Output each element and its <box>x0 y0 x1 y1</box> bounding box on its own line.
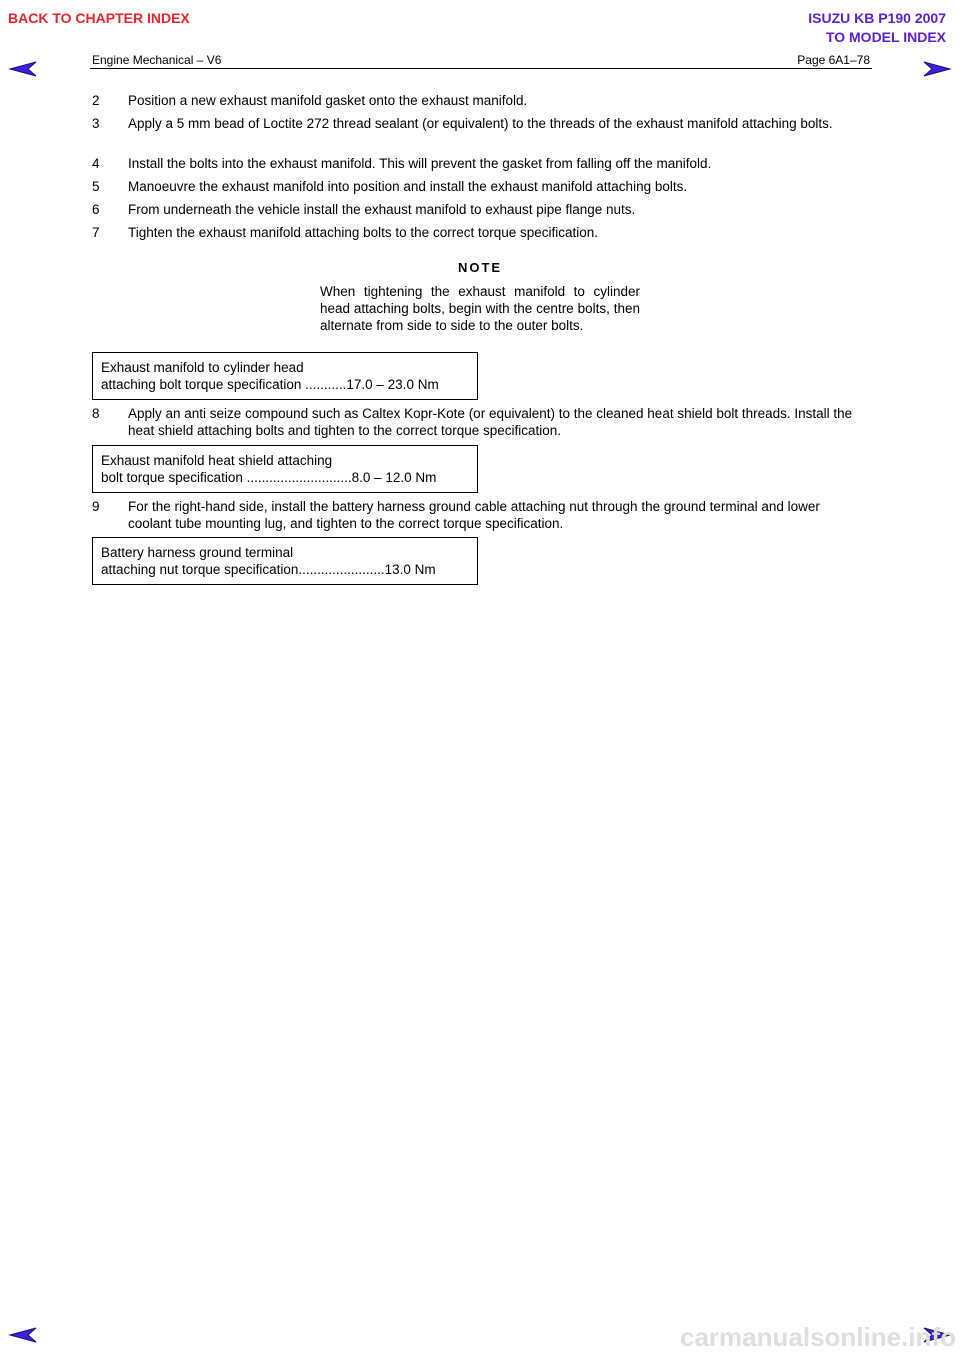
page-number: Page 6A1–78 <box>797 53 870 67</box>
torque-spec-box <box>92 352 478 400</box>
step-number: 2 <box>92 93 100 108</box>
torque-spec-box <box>92 537 478 585</box>
step-number: 3 <box>92 116 100 131</box>
step-text: Manoeuvre the exhaust manifold into position and install the exhaust manifold attaching bolts. <box>128 179 688 194</box>
step-3 <box>92 115 862 132</box>
spec-label: Battery harness ground terminal <box>101 545 294 560</box>
right-arrow-icon[interactable] <box>922 60 952 78</box>
spec-value: attaching nut torque specification.......................13.0 Nm <box>101 562 436 577</box>
step-5 <box>92 178 862 195</box>
note-title: NOTE <box>457 260 503 275</box>
section-title: Engine Mechanical – V6 <box>92 53 222 67</box>
step-6 <box>92 201 862 218</box>
step-number: 8 <box>92 406 100 421</box>
step-7 <box>92 224 862 241</box>
spec-value: attaching bolt torque specification ...........17.0 – 23.0 Nm <box>101 377 439 392</box>
step-text: Tighten the exhaust manifold attaching bolts to the correct torque specification. <box>128 225 599 240</box>
step-number: 4 <box>92 156 100 171</box>
step-text: For the right-hand side, install the battery harness ground cable attaching nut through the ground terminal and lower coolant tube mounting lug, and tighten to the correct torque specification. <box>128 499 820 531</box>
left-arrow-icon[interactable] <box>8 1326 38 1344</box>
step-text: Apply a 5 mm bead of Loctite 272 thread sealant (or equivalent) to the threads of the exhaust manifold attaching bolts. <box>128 116 833 131</box>
step-number: 5 <box>92 179 100 194</box>
step-text: From underneath the vehicle install the exhaust manifold to exhaust pipe flange nuts. <box>128 202 636 217</box>
back-to-chapter-index-link[interactable]: BACK TO CHAPTER INDEX <box>8 10 190 26</box>
spec-label: Exhaust manifold to cylinder head <box>101 360 304 375</box>
to-model-index-link[interactable]: TO MODEL INDEX <box>825 29 946 45</box>
model-title[interactable]: ISUZU KB P190 2007 <box>808 10 946 26</box>
step-8 <box>92 405 862 439</box>
step-text: Apply an anti seize compound such as Caltex Kopr-Kote (or equivalent) to the cleaned heat shield bolt threads. Install the heat shield attaching bolts and tighten to the correct torque specification. <box>128 406 853 438</box>
spec-value: bolt torque specification ............................8.0 – 12.0 Nm <box>101 470 437 485</box>
step-2 <box>92 92 862 109</box>
left-arrow-icon[interactable] <box>8 60 38 78</box>
step-number: 9 <box>92 499 100 514</box>
step-text: Position a new exhaust manifold gasket onto the exhaust manifold. <box>128 93 528 108</box>
header-rule <box>90 68 872 69</box>
step-9 <box>92 498 862 532</box>
watermark: carmanualsonline.info <box>680 1322 956 1352</box>
step-text: Install the bolts into the exhaust manifold. This will prevent the gasket from falling off the manifold. <box>128 156 712 171</box>
spec-label: Exhaust manifold heat shield attaching <box>101 453 333 468</box>
note-text: When tightening the exhaust manifold to cylinder head attaching bolts, begin with the centre bolts, then alternate from side to side to the outer bolts. <box>320 284 640 333</box>
torque-spec-box <box>92 445 478 493</box>
step-number: 7 <box>92 225 100 240</box>
step-number: 6 <box>92 202 100 217</box>
step-4 <box>92 155 862 172</box>
